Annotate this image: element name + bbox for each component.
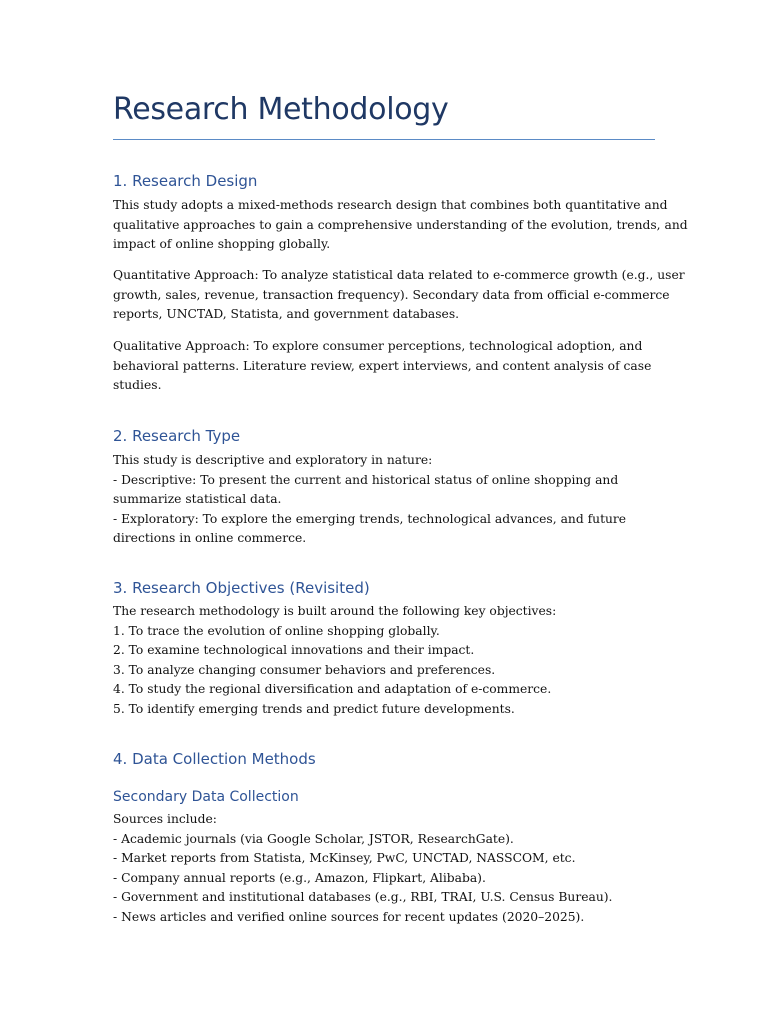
quantitative-approach-paragraph bbox=[113, 266, 685, 325]
paragraph-line: qualitative approaches to gain a comprehensive understanding of the evolution, trends, and bbox=[113, 217, 688, 232]
paragraph-line: reports, UNCTAD, Statista, and government databases. bbox=[113, 307, 460, 321]
qualitative-approach-paragraph bbox=[113, 337, 658, 396]
section-heading-research-objectives: 3. Research Objectives (Revisited) bbox=[113, 579, 370, 597]
subsection-heading-secondary-data: Secondary Data Collection bbox=[113, 789, 299, 805]
paragraph-line: Qualitative Approach: To explore consumer perceptions, technological adoption, and bbox=[113, 339, 643, 353]
document-title: Research Methodology bbox=[113, 92, 449, 127]
paragraph-line: This study is descriptive and exploratory in nature: bbox=[113, 453, 433, 467]
paragraph-line: studies. bbox=[113, 378, 162, 392]
research-type-paragraph bbox=[113, 451, 658, 549]
section-heading-data-collection: 4. Data Collection Methods bbox=[113, 750, 316, 768]
list-item: - News articles and verified online sources for recent updates (2020–2025). bbox=[113, 909, 585, 924]
list-item: - Company annual reports (e.g., Amazon, Flipkart, Alibaba). bbox=[113, 870, 486, 885]
secondary-data-sources-list bbox=[113, 810, 658, 927]
paragraph-line: summarize statistical data. bbox=[113, 492, 282, 506]
paragraph-line: Quantitative Approach: To analyze statistical data related to e-commerce growth (e.g., user bbox=[113, 268, 685, 282]
list-item: 4. To study the regional diversification and adaptation of e-commerce. bbox=[113, 682, 552, 696]
paragraph-line: This study adopts a mixed-methods research design that combines both quantitative and bbox=[113, 198, 668, 212]
paragraph-line: - Descriptive: To present the current and historical status of online shopping and bbox=[113, 472, 619, 487]
list-item: Sources include: bbox=[113, 812, 217, 826]
paragraph-line: behavioral patterns. Literature review, expert interviews, and content analysis of case bbox=[113, 358, 652, 373]
paragraph-line: - Exploratory: To explore the emerging trends, technological advances, and future bbox=[113, 511, 627, 526]
research-design-intro-paragraph bbox=[113, 196, 688, 255]
list-item: 1. To trace the evolution of online shopping globally. bbox=[113, 623, 440, 638]
list-item: 2. To examine technological innovations and their impact. bbox=[113, 643, 475, 657]
paragraph-line: growth, sales, revenue, transaction frequency). Secondary data from official e-commerce bbox=[113, 287, 670, 302]
section-heading-research-type: 2. Research Type bbox=[113, 427, 241, 445]
research-objectives-list bbox=[113, 602, 658, 719]
list-item: - Market reports from Statista, McKinsey, PwC, UNCTAD, NASSCOM, etc. bbox=[113, 851, 576, 865]
list-item: 3. To analyze changing consumer behaviors and preferences. bbox=[113, 662, 496, 677]
list-item: 5. To identify emerging trends and predict future developments. bbox=[113, 701, 515, 716]
list-item: - Government and institutional databases (e.g., RBI, TRAI, U.S. Census Bureau). bbox=[113, 890, 613, 904]
list-item: - Academic journals (via Google Scholar, JSTOR, ResearchGate). bbox=[113, 831, 514, 846]
title-underline bbox=[113, 139, 655, 140]
section-heading-research-design: 1. Research Design bbox=[113, 172, 258, 190]
paragraph-line: impact of online shopping globally. bbox=[113, 237, 331, 251]
list-item: The research methodology is built around the following key objectives: bbox=[113, 604, 557, 618]
paragraph-line: directions in online commerce. bbox=[113, 531, 307, 545]
